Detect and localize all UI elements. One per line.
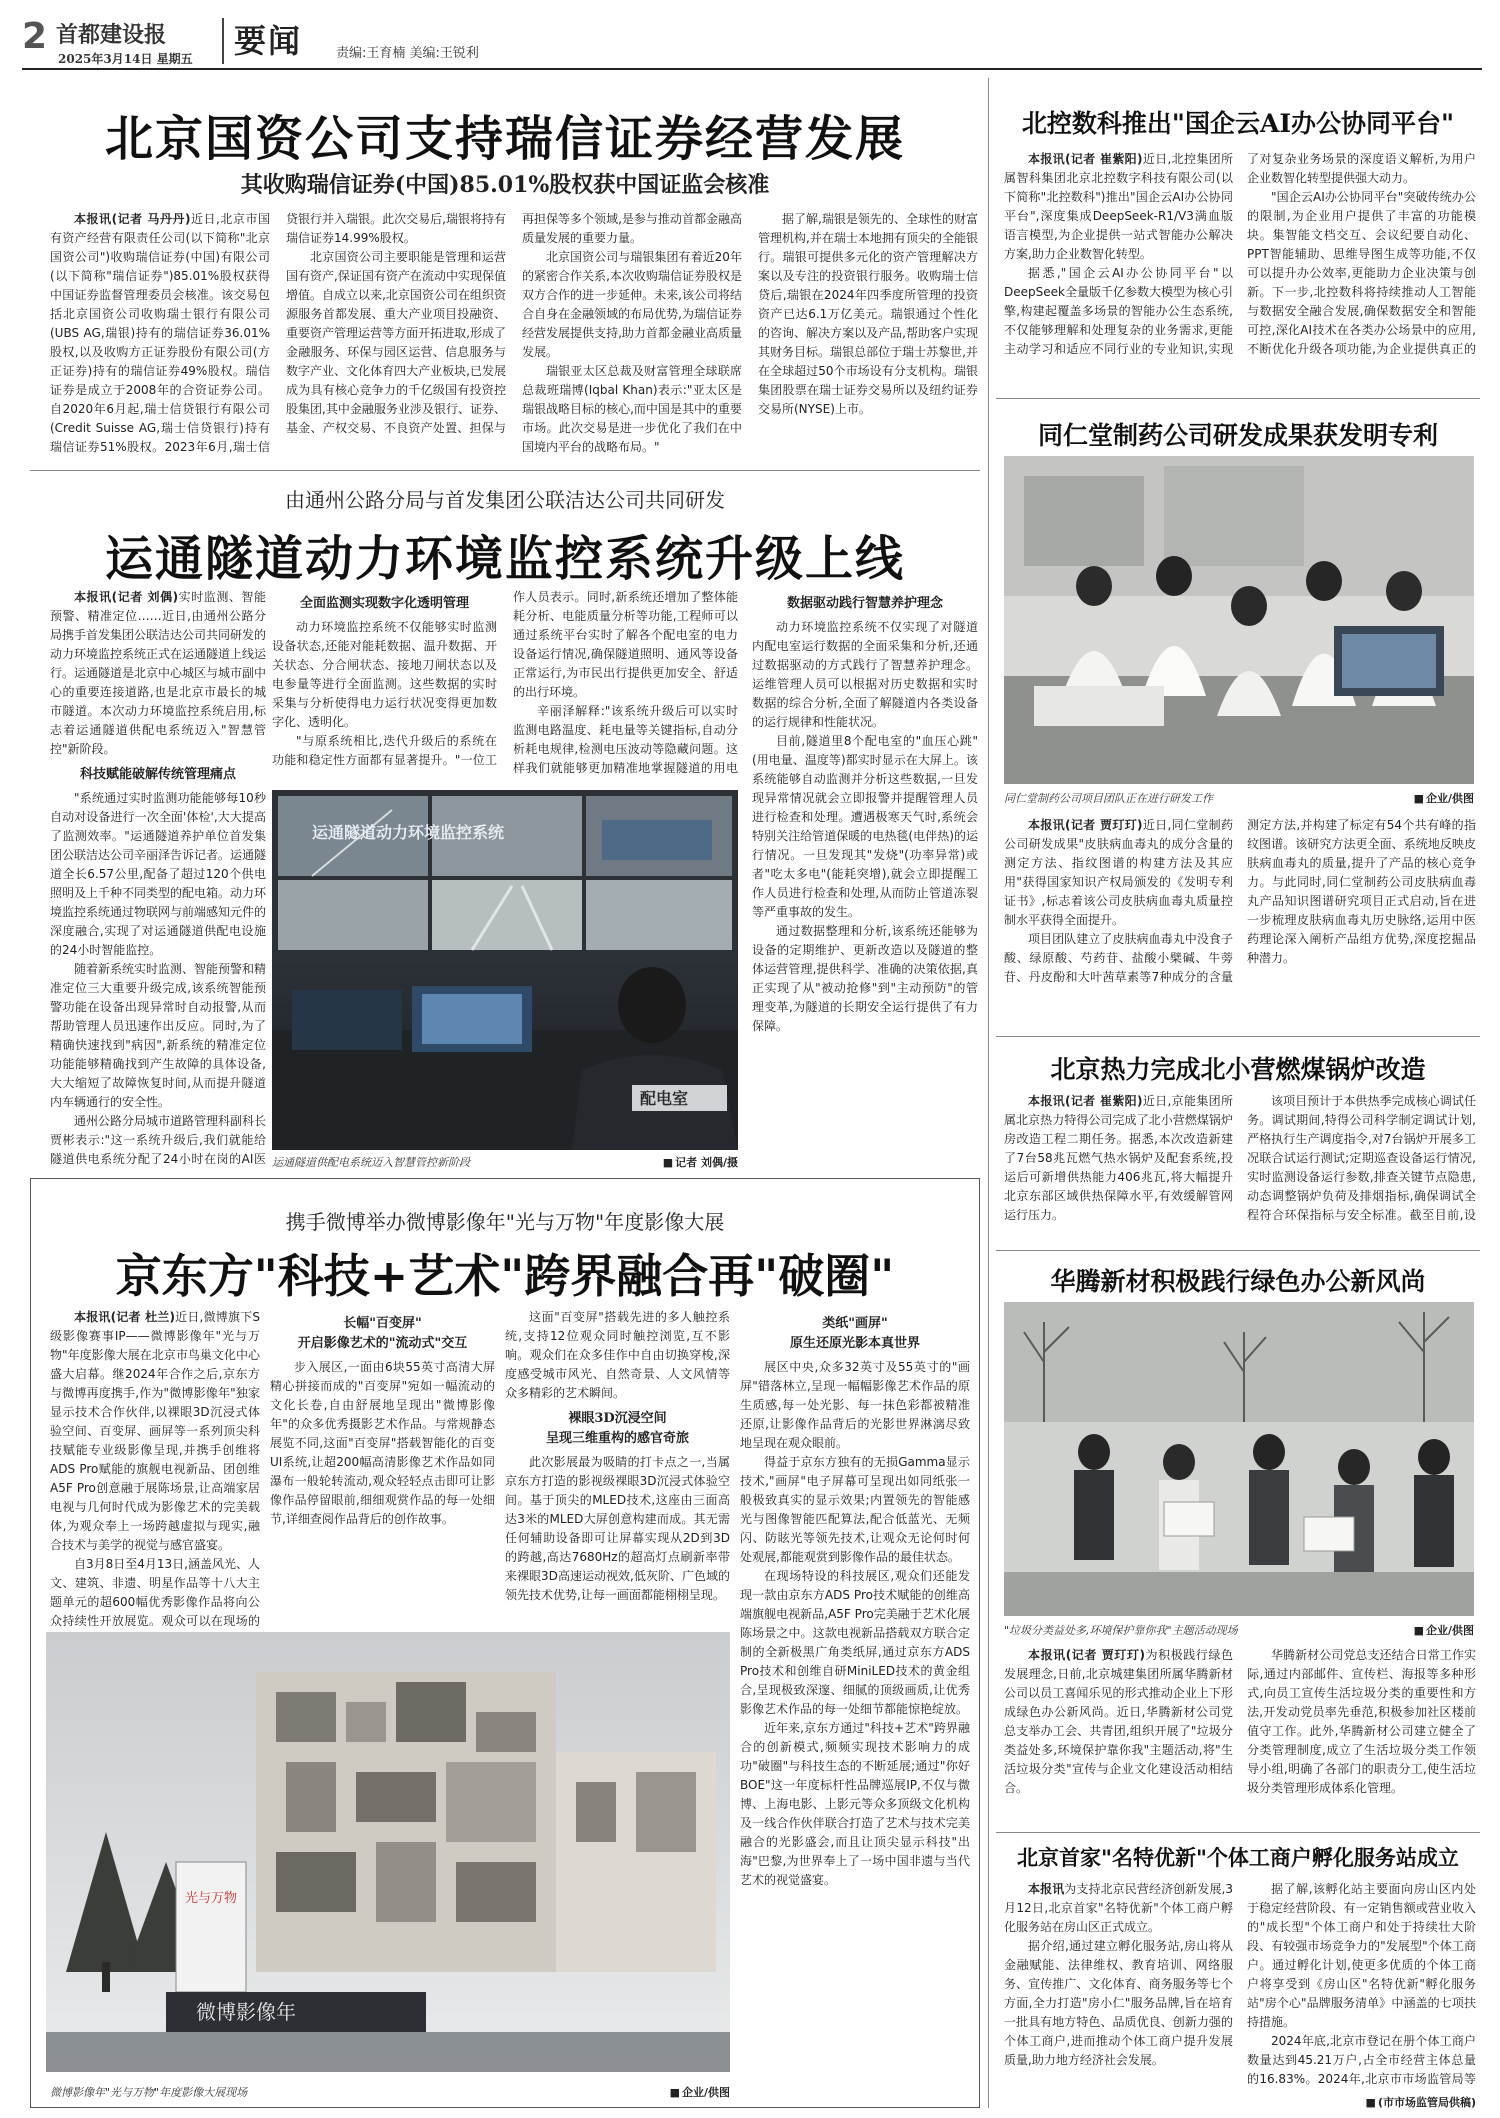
art2-kicker: 由通州公路分局与首发集团公联洁达公司共同研发 bbox=[285, 488, 725, 512]
editor-credits: 责编:王育楠 美编:王锐利 bbox=[336, 46, 479, 61]
art3-para-b1: 步入展区,一面由6块55英寸高清大屏精心拼接而成的"百变屏"宛如一幅流动的文化长卷,自由舒展地呈现出"微博影像年"的众多优秀摄影艺术作品。与常规静态展览不同,这面"百变屏"搭载智能化的百变UI系统,让超200幅高清影像艺术作品如同瀑布一般轮转流动,观众轻轻点击即可让影像作品停留眼前,细细观赏作品的每一处细节,详细查阅作品背后的创作故事。 bbox=[270, 1360, 495, 1526]
art2-photo-caption: 运通隧道供配电系统迈入智慧管控新阶段 bbox=[272, 1156, 470, 1169]
lab-research-photo bbox=[1004, 456, 1474, 784]
r2-para-2: 项目团队建立了皮肤病血毒丸中没食子酸、绿原酸、芍药苷、盐酸小檗碱、牛蒡苷、丹皮酚和大叶茜草素等7种成分的含量测定方法,并构建了标定有54个共有峰的指纹图谱。该研究方法更全面、系统地反映皮肤病血毒丸的质量,提升了产品的核心竞争力。与此同时,同仁堂制药公司皮肤病血毒丸产品知识图谱研究项目正式启动,旨在进一步梳理皮肤病血毒丸历史脉络,运用中医药理论深入阐析产品组方优势,深度挖掘品种潜力。 bbox=[1004, 818, 1476, 984]
art2-subhead-a: 科技赋能破解传统管理痛点 bbox=[79, 767, 236, 782]
r1-bottom-rule bbox=[996, 398, 1480, 399]
art1-headline: 北京国资公司支持瑞信证券经营发展 bbox=[104, 111, 905, 167]
lab-photo-illustration bbox=[1004, 456, 1474, 784]
art3-para-c1: 此次影展最为吸睛的打卡点之一,当属京东方打造的影视级裸眼3D沉浸式体验空间。基于顶尖的MLED技术,这座由三面高达3米的MLED大屏创意构建而成。其无需任何辅助设备即可让屏幕实现从2D到3D的跨越,高达7680Hz的超高灯点刷新率带来裸眼3D高速运动视效,低灰阶、广色域的领先技术优势,让每一画面都能栩栩呈现。 bbox=[505, 1455, 730, 1602]
art1-para-2: 北京国资公司主要职能是管理和运营国有资产,保证国有资产在流动中实现保值增值。自成立以来,北京国资公司在组织资源服务首都发展、重大产业项目投融资、重要资产管理运营等方面开拓进取,形成了金融服务、环保与园区运营、信息服务与数字产业、文化体育四大产业板块,已发展成为具有核心竞争力的千亿级国有投资控股集团,其中金融服务业涉及银行、证券、基金、产权交易、不良资产处置、担保与再担保等多个领域,是参与推动首都金融高质量发展的重要力量。 bbox=[286, 212, 742, 435]
masthead-divider bbox=[222, 18, 224, 64]
masthead bbox=[22, 10, 1482, 70]
tunnel-photo-illustration bbox=[272, 790, 738, 1150]
art1-body bbox=[50, 210, 978, 460]
art3-col4 bbox=[740, 1308, 970, 2098]
art2-col1 bbox=[50, 588, 266, 1168]
art3-para-a2: 自3月8日至4月13日,涵盖风光、人文、建筑、非遗、明星作品等十八大主题单元的超600幅优秀影像作品将向公众持续性开放展览。观众可以在现场的 bbox=[50, 1557, 260, 1626]
newspaper-brand: 首都建设报 bbox=[56, 23, 167, 48]
art2-para-b1: "系统通过实时监测功能能够每10秒自动对设备进行一次全面'体检',大大提高了监测效率。"运通隧道养护单位首发集团公联洁达公司辛丽泽告诉记者。运通隧道全长6.57公里,配备了超过120个供电照明及上千种不同类型的配电箱。动力环境监控系统通过物联网与前端感知元件的深度融合,实现了对运通隧道供配电设施的24小时智能监控。 bbox=[50, 791, 266, 957]
art2-headline: 运通隧道动力环境监控系统升级上线 bbox=[104, 531, 905, 587]
art2-para-intro: 本报讯(记者 刘偶)实时监测、智能预警、精准定位……近日,由通州公路分局携手首发集团公联洁达公司共同研发的动力环境监控系统正式在运通隧道上线运行。运通隧道是北京中心城区与城市副中心的重要连接道路,也是北京市最长的城市隧道。本次动力环境监控系统启用,标志着运通隧道供配电系统迈入"智慧管控"新阶段。 bbox=[50, 590, 266, 756]
art3-para-a1: 本报讯(记者 杜兰)近日,微博旗下S级影像赛事IP——微博影像年"光与万物"年度影像大展在北京市鸟巢文化中心盛大启幕。继2024年合作之后,京东方与微博再度携手,作为"微博影像年"独家显示技术合作伙伴,以裸眼3D沉浸式体验空间、百变屏、画屏等一系列顶尖科技赋能专业级影像呈现,并携手创维将ADS Pro赋能的旗舰电视新品、团创维A5F Pro创意融于展陈场景,让高端家居电视与几何时代成为影像艺术的完美载体,为观众奉上一场跨越虚拟与现实,融合技术与美学的视觉与感官盛宴。 bbox=[50, 1310, 260, 1552]
art2-para-c3: 辛丽泽解释:"该系统升级后可以实时监测电路温度、耗电量等关键指标,自动分析耗电规律,检测电压波动等隐藏问题。这样我们就能够更加精准地掌握隧道的用电 bbox=[513, 704, 738, 775]
exhibition-photo bbox=[46, 1632, 730, 2072]
art2-para-d2: 目前,隧道里8个配电室的"血压心跳"(用电量、温度等)都实时显示在大屏上。该系统能够自动监测并分析这些数据,一旦发现异常情况就会立即报警并提醒管理人员进行检查和处理。遭遇极寒天气时,系统会特别关注给管道保暖的电热毯(电伴热)的运行情况。一旦发现其"发烧"(功率异常)或者"吃太多电"(能耗突增),就会立即提醒工作人员进行检查和处理,从而防止管道冻裂等严重事故的发生。 bbox=[752, 734, 978, 919]
r2-photo-caption: 同仁堂制药公司项目团队正在进行研发工作 bbox=[1004, 792, 1213, 805]
art3-para-d2: 得益于京东方独有的无损Gamma显示技术,"画屏"电子屏幕可呈现出如同纸张一般极致真实的显示效果;内置领先的智能感光与图像智能匹配算法,配合低蓝光、无频闪、防眩光等领先技术,让观众无论何时何处观展,都能观赏到影像作品的最佳状态。 bbox=[740, 1455, 970, 1564]
r3-para-1: 本报讯(记者 崔紫阳)近日,京能集团所属北京热力特得公司完成了北小营燃煤锅炉房改造工程二期任务。据悉,本次改造新建了7台58兆瓦燃气热水锅炉及配套系统,投运后可新增供热能力406兆瓦,将大幅提升北京东部区域供热保障水平,有效缓解管网运行压力。 bbox=[1004, 1094, 1233, 1222]
art2-para-d3: 通过数据整理和分析,该系统还能够为设备的定期维护、更新改造以及隧道的整体运营管理,提供科学、准确的决策依据,真正实现了从"被动抢修"到"主动预防"的管理变革,为隧道的长期安全运行提供了有力保障。 bbox=[752, 924, 978, 1033]
art3-kicker: 携手微博举办微博影像年"光与万物"年度影像大展 bbox=[285, 1210, 725, 1234]
screen-title-text: 运通隧道动力环境监控系统 bbox=[312, 823, 505, 842]
tunnel-control-room-photo bbox=[272, 790, 738, 1150]
r5-body bbox=[1004, 1880, 1476, 2090]
art3-para-d3: 在现场特设的科技展区,观众们还能发现一款由京东方ADS Pro技术赋能的创维高端旗舰电视新品,A5F Pro完美融于艺术化展陈场景之中。这款电视新品搭载双方联合定制的全新极黑广角类纸屏,通过京东方ADS Pro技术和创维自研MiniLED技术的黄金组合,呈现极致深邃、细腻的顶级画质,让优秀影像艺术作品的每一处细节都能惊艳绽放。 bbox=[740, 1569, 970, 1716]
r1-para-2: 据悉,"国企云AI办公协同平台"以DeepSeek全量版千亿参数大模型为核心引擎,构建起覆盖多场景的智能办公生态系统,不仅能够理解和处理复杂的业务需求,更能主动学习和适应不同行业的专业知识,实现了对复杂业务场景的深度语义解析,为用户企业数智化转型提供强大动力。 bbox=[1004, 152, 1476, 356]
r5-para-1: 本报讯为支持北京民营经济创新发展,3月12日,北京首家"名特优新"个体工商户孵化服务站在房山区正式成立。 bbox=[1004, 1882, 1233, 1934]
r2-bottom-rule bbox=[996, 1036, 1480, 1037]
art3-col1 bbox=[50, 1308, 260, 1626]
art3-para-d4: 近年来,京东方通过"科技+艺术"跨界融合的创新模式,频频实现技术影响力的成功"破圈"与科技生态的不断延展;通过"你好BOE"这一年度标杆性品牌巡展IP,不仅与微博、上海电影、上影元等众多顶级文化机构及一线合作伙伴联合打造了艺术与技术完美融合的光影盛会,而且让顶尖显示科技"出海"巴黎,为世界奉上了一场中国非遗与当代艺术的视觉盛宴。 bbox=[740, 1721, 970, 1887]
art2-subhead-c: 数据驱动践行智慧养护理念 bbox=[786, 596, 943, 611]
banner-text-b: 微博影像年 bbox=[196, 2000, 296, 2024]
art3-col2 bbox=[270, 1308, 495, 1626]
art3-col3 bbox=[505, 1308, 730, 1626]
art1-para-5: 据了解,瑞银是领先的、全球性的财富管理机构,并在瑞士本地拥有顶尖的全能银行。瑞银可提供多元化的资产管理解决方案以及专注的投资银行服务。收购瑞士信贷后,瑞银在2024年四季度所管理的投资资产已达6.1万亿美元。瑞银通过个性化的咨询、解决方案以及产品,帮助客户实现其财务目标。瑞银总部位于瑞士苏黎世,并在全球超过50个市场设有分支机构。瑞银集团股票在瑞士证券交易所以及纽约证券交易所(NYSE)上市。 bbox=[758, 212, 978, 416]
r2-photo-credit: ■ 企业/供图 bbox=[1340, 790, 1474, 806]
r5-headline: 北京首家"名特优新"个体工商户孵化服务站成立 bbox=[1017, 1845, 1459, 1870]
video-wall bbox=[278, 796, 732, 950]
r2-headline: 同仁堂制药公司研发成果获发明专利 bbox=[1037, 421, 1438, 450]
r2-para-1: 本报讯(记者 贾玎玎)近日,同仁堂制药公司研发成果"皮肤病血毒丸的成分含量的测定方法、指纹图谱的构建方法及其应用"获得国家知识产权局颁发的《发明专利证书》,标志着该公司皮肤病血毒丸质量控制水平获得全面提升。 bbox=[1004, 818, 1233, 927]
r4-bottom-rule bbox=[996, 1832, 1480, 1833]
art3-subhead-c: 类纸"画屏" 原生还原光影本真世界 bbox=[789, 1316, 920, 1351]
r3-para-2: 该项目预计于本供热季完成核心调试任务。调试期间,特得公司科学制定调试计划,严格执行生产调度指令,对7台锅炉开展多工况联合试运行测试;定期巡查设备运行情况,实时监测设备运行参数,排查关键节点隐患,动态调整锅炉负荷及排烟指标,确保调试全程符合环保指标与安全标准。截至目前,设 bbox=[1247, 1094, 1476, 1222]
art3-subhead-a: 长幅"百变屏" 开启影像艺术的"流动式"交互 bbox=[297, 1316, 468, 1351]
r1-para-1: 本报讯(记者 崔紫阳)近日,北控集团所属智科集团北京北控数字科技有限公司(以下简称"北控数科")推出"国企云AI办公协同平台",深度集成DeepSeek-R1/V3满血版语言模型,为企业提供一站式智能办公解决方案,助力企业数智化转型。 bbox=[1004, 152, 1233, 261]
r4-photo-credit: ■ 企业/供图 bbox=[1350, 1622, 1474, 1638]
art1-para-3: 北京国资公司与瑞银集团有着近20年的紧密合作关系,本次收购瑞信证券股权是双方合作的进一步延伸。未来,该公司将结合自身在金融领域的布局优势,为瑞信证券经营发展提供支持,助力首都金融业高质量发展。 bbox=[522, 250, 742, 359]
art1-bottom-rule bbox=[30, 470, 980, 471]
r3-bottom-rule bbox=[996, 1250, 1480, 1251]
art2-col4 bbox=[752, 588, 978, 1168]
r4-body bbox=[1004, 1646, 1476, 1826]
r5-para-3: 据了解,该孵化站主要面向房山区内处于稳定经营阶段、有一定销售额或营业收入的"成长型"个体工商户和处于持续壮大阶段、有较强市场竞争力的"发展型"个体工商户。通过孵化计划,使更多优质的个体工商户将享受到《房山区"名特优新"孵化服务站"房个心"品牌服务清单》中涵盖的七项扶持措施。 bbox=[1247, 1882, 1476, 2029]
art2-subhead-b: 全面监测实现数字化透明管理 bbox=[299, 596, 469, 611]
r3-body bbox=[1004, 1092, 1476, 1242]
r4-headline: 华腾新材积极践行绿色办公新风尚 bbox=[1050, 1267, 1426, 1296]
r5-source: ■ (市市场监管局供稿) bbox=[1300, 2094, 1476, 2110]
banner-text-a: 光与万物 bbox=[184, 1891, 238, 1906]
art2-para-d1: 动力环境监控系统不仅实现了对隧道内配电室运行数据的全面采集和分析,还通过数据驱动的方式践行了智慧养护理念。运维管理人员可以根据对历史数据和实时数据的综合分析,全面了解隧道内各类设备的运行规律和性能状况。 bbox=[752, 620, 978, 729]
art3-headline: 京东方"科技+艺术"跨界融合再"破圈" bbox=[115, 1249, 895, 1303]
art2-photo-credit: ■ 记者 刘偶/摄 bbox=[600, 1154, 738, 1170]
art2-para-c2: "与原系统相比,迭代升级后的系统在功能和稳定性方面都有显著提升。"一位工作人员表示。同时,新系统还增加了整体能耗分析、电能质量分析等功能,工程师可以通过系统平台实时了解各个配电室的电力设备运行情况,确保隧道照明、通风等设备正常运行,为市民出行提供更加安全、舒适的出行环境。 bbox=[272, 590, 738, 767]
art1-para-1: 本报讯(记者 马丹丹)近日,北京市国有资产经营有限责任公司(以下简称"北京国资公司")收购瑞信证券(中国)有限公司(以下简称"瑞信证券")85.01%股权获得中国证券监督管理委员会核准。该交易包括北京国资公司收购瑞士银行有限公司(UBS AG,瑞银)持有的瑞信证券36.01%股权,以及收购方正证券股份有限公司(方正证券)持有的瑞信证券49%股权。瑞信证券是成立于2008年的合资证券公司。自2020年6月起,瑞士信贷银行有限公司(Credit Suisse AG,瑞士信贷银行)持有瑞信证券51%股权。2023年6月,瑞士信贷银行并入瑞银。此次交易后,瑞银将持有瑞信证券14.99%股权。 bbox=[50, 212, 506, 454]
art1-para-4: 瑞银亚太区总裁及财富管理全球联席总裁班瑞博(Iqbal Khan)表示:"亚太区是瑞银战略目标的核心,而中国是其中的重要市场。此次交易是进一步优化了我们在中国境内平台的战略布局。" bbox=[522, 364, 742, 454]
art2-para-b3: 通州公路分局城市道路管理科副科长贾彬表示:"这一系统升级后,我们就能给隧道供电系统分配了24小时在岗的AI医 bbox=[50, 1114, 266, 1166]
garbage-sorting-event-photo bbox=[1004, 1302, 1474, 1616]
art1-subhead: 其收购瑞信证券(中国)85.01%股权获中国证监会核准 bbox=[240, 172, 770, 198]
art3-para-d1: 展区中央,众多32英寸及55英寸的"画屏"错落林立,呈现一幅幅影像艺术作品的原生质感,每一处光影、每一抹色彩都被精准还原,让影像作品背后的光影世界淋漓尽致地呈现在观众眼前。 bbox=[740, 1360, 970, 1450]
r4-photo-caption: "垃圾分类益处多,环境保护靠你我"主题活动现场 bbox=[1004, 1624, 1238, 1637]
r1-para-3: "国企云AI办公协同平台"突破传统办公的限制,为企业用户提供了丰富的功能模块。集智能文档交互、会议纪要自动化、PPT智能辅助、思维导图生成等功能,不仅可以提升办公效率,更能助力企业决策与创新。下一步,北控数科将持续推动人工智能与数据安全融合发展,确保数据安全和智能可控,深化AI技术在各类办公场景中的应用,不断优化升级各项功能,为企业提供真正的 bbox=[1247, 190, 1476, 356]
art3-para-b2: 这面"百变屏"搭载先进的多人触控系统,支持12位观众同时触控浏览,互不影响。观众们在众多佳作中自由切换穿梭,深度感受城市风光、自然奇景、人文风情等众多精彩的艺术瞬间。 bbox=[505, 1310, 730, 1400]
column-divider bbox=[988, 78, 989, 2108]
r3-headline: 北京热力完成北小营燃煤锅炉改造 bbox=[1050, 1055, 1426, 1084]
art3-subhead-b: 裸眼3D沉浸空间 呈现三维重构的感官奇旅 bbox=[545, 1411, 689, 1446]
banner-tower bbox=[176, 1862, 246, 1992]
art2-para-c1: 动力环境监控系统不仅能够实时监测设备状态,还能对能耗数据、温升数据、开关状态、分合闸状态、接地刀闸状态以及电参量等进行全面监测。这些数据的实时采集与分析使得电力运行状况变得更加数字化、透明化。 bbox=[272, 620, 497, 729]
exhibition-photo-illustration bbox=[46, 1632, 730, 2072]
art3-photo-credit: ■ 企业/供图 bbox=[600, 2084, 730, 2100]
page-number: 2 bbox=[22, 16, 48, 57]
art2-col2-3 bbox=[272, 588, 738, 788]
r4-para-2: 华腾新材公司党总支还结合日常工作实际,通过内部邮件、宣传栏、海报等多种形式,向员工宣传生活垃圾分类的重要性和方法,开发动党员率先垂范,积极参加社区楼前值守工作。此外,华腾新材公司建立健全了分类管理制度,成立了生活垃圾分类工作领导小组,明确了各部门的职责分工,使生活垃圾分类管理形成体系化管理。 bbox=[1247, 1648, 1476, 1795]
section-name: 要闻 bbox=[234, 22, 303, 60]
r5-para-2: 据介绍,通过建立孵化服务站,房山将从金融赋能、法律维权、教育培训、网络服务、宣传推广、文化体育、商务服务等七个方面,全力打造"房小仁"服务品牌,旨在培育一批具有地方特色、品质优良、创新力强的个体工商户,进而推动个体工商户提升发展质量,助力地方经济社会发展。 bbox=[1004, 1939, 1233, 2067]
r1-headline: 北控数科推出"国企云AI办公协同平台" bbox=[1021, 109, 1455, 138]
issue-date: 2025年3月14日 星期五 bbox=[58, 52, 193, 66]
vest-label: 配电室 bbox=[640, 1089, 689, 1108]
r4-para-1: 本报讯(记者 贾玎玎)为积极践行绿色发展理念,日前,北京城建集团所属华腾新材公司以员工喜闻乐见的形式推动企业上下形成绿色办公新风尚。近日,华腾新材公司党总支举办工会、共青团,组织开展了"垃圾分类益处多,环境保护靠你我"主题活动,将"生活垃圾分类"宣传与企业文化建设活动相结合。 bbox=[1004, 1648, 1233, 1795]
r5-para-4: 2024年底,北京市登记在册个体工商户数量达到45.21万户,占全市经营主体总量的16.83%。2024年,北京市市场监管局等 bbox=[1247, 2034, 1476, 2086]
r2-body bbox=[1004, 816, 1476, 1028]
art3-photo-caption: 微博影像年"光与万物"年度影像大展现场 bbox=[50, 2086, 248, 2099]
r1-body bbox=[1004, 150, 1476, 380]
event-photo-illustration bbox=[1004, 1302, 1474, 1616]
art2-para-b2: 随着新系统实时监测、智能预警和精准定位三大重要升级完成,该系统智能预警功能在设备出现异常时自动报警,从而帮助管理人员迅速作出反应。同时,为了精确快速找到"病因",新系统的精准定位功能能够精确找到产生故障的具体设备,大大缩短了故障恢复时间,从而提升隧道内车辆通行的安全性。 bbox=[50, 962, 266, 1109]
